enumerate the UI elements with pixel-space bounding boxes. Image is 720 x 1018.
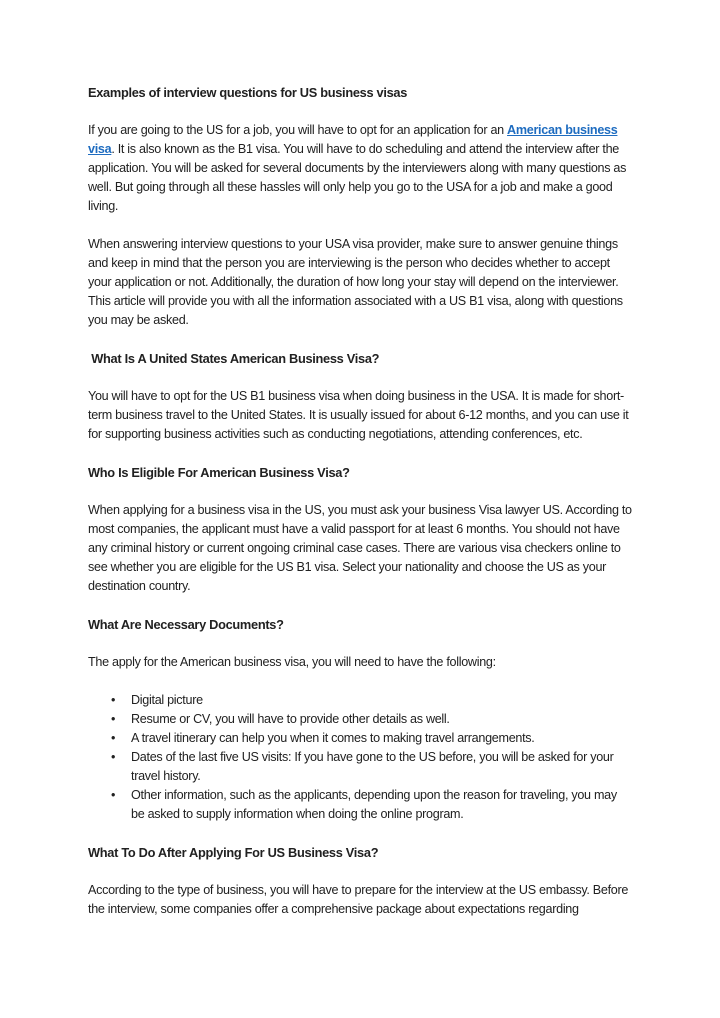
paragraph-after-applying: According to the type of business, you will have to prepare for the interview at the US embassy. Before the interview, some companies offer a comprehensive package about expectations regarding	[88, 883, 629, 916]
intro-text-before-link: If you are going to the US for a job, you will have to opt for an application for an	[88, 123, 508, 137]
heading-who-is-eligible: Who Is Eligible For American Business Visa?	[88, 465, 350, 480]
intro-text-after-link: . It is also known as the B1 visa. You will have to do scheduling and attend the interview after the application. You will be asked for several documents by the interviewers along with many questions as well. But going through all these hassles will only help you go to the USA for a job and make a good living.	[88, 142, 627, 213]
american-business-visa-link[interactable]: American business visa	[88, 123, 618, 156]
heading-what-is-business-visa: What Is A United States American Business Visa?	[88, 351, 380, 366]
list-item-other-information: • Other information, such as the applicants, depending upon the reason for traveling, you may be asked to supply information when doing the online program.	[88, 786, 632, 824]
intro-paragraph	[88, 121, 632, 216]
document-title: Examples of interview questions for US business visas	[88, 85, 408, 100]
documents-bullet-list	[88, 691, 632, 824]
list-item-digital-picture: • Digital picture	[88, 691, 632, 710]
paragraph-documents-intro: The apply for the American business visa, you will need to have the following:	[88, 655, 496, 669]
paragraph-interview-advice: When answering interview questions to your USA visa provider, make sure to answer genuine things and keep in mind that the person you are interviewing is the person who decides whether to accept your application or not. Additionally, the duration of how long your stay will depend on the interviewer. This article will provide you with all the information associated with a US B1 visa, along with questions you may be asked.	[88, 237, 623, 327]
heading-necessary-documents: What Are Necessary Documents?	[88, 617, 284, 632]
heading-after-applying: What To Do After Applying For US Business Visa?	[88, 845, 379, 860]
paragraph-who-is-eligible: When applying for a business visa in the US, you must ask your business Visa lawyer US. According to most companies, the applicant must have a valid passport for at least 6 months. You should not have any criminal history or current ongoing criminal case cases. There are various visa checkers online to see whether you are eligible for the US B1 visa. Select your nationality and choose the US as your destination country.	[88, 503, 632, 593]
list-item-travel-itinerary: • A travel itinerary can help you when it comes to making travel arrangements.	[88, 729, 632, 748]
paragraph-what-is-business-visa: You will have to opt for the US B1 business visa when doing business in the USA. It is made for short-term business travel to the United States. It is usually issued for about 6-12 months, and you can use it for supporting business activities such as conducting negotiations, attending conferences, etc.	[88, 389, 629, 441]
list-item-resume-cv: • Resume or CV, you will have to provide other details as well.	[88, 710, 632, 729]
list-item-last-five-visits: • Dates of the last five US visits: If you have gone to the US before, you will be asked for your travel history.	[88, 748, 632, 786]
